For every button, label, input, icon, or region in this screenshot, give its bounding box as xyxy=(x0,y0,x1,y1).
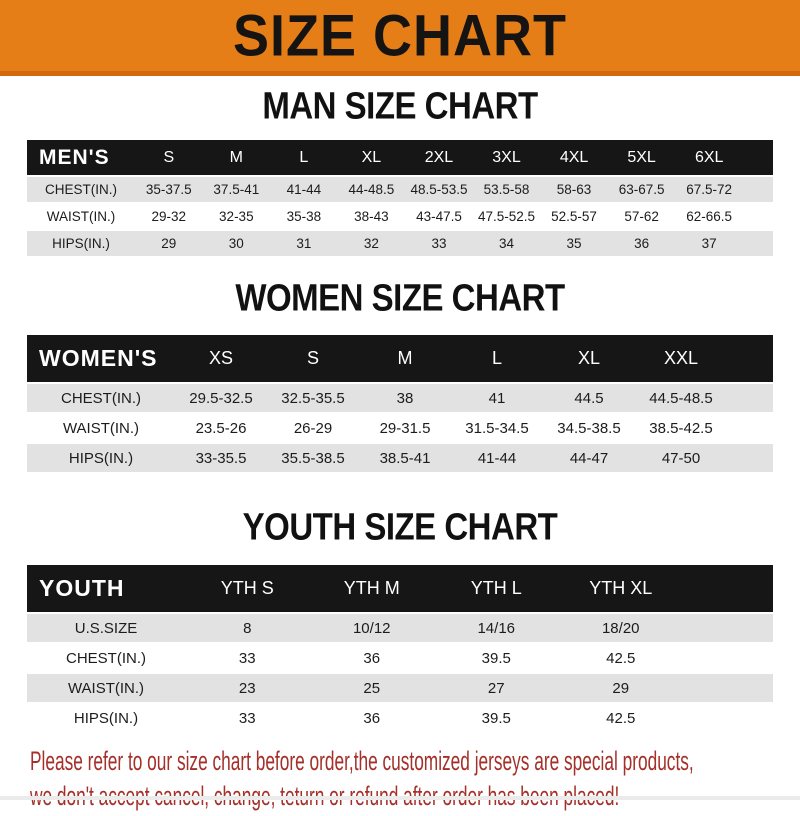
size-value-cell: 39.5 xyxy=(481,709,511,727)
youth-size-chart-heading-text: YOUTH SIZE CHART xyxy=(242,505,558,548)
size-value-cell: 41-44 xyxy=(477,449,517,467)
size-value-cell: 8 xyxy=(243,619,252,637)
size-value-cell: 37 xyxy=(701,236,717,251)
row-label: CHEST(IN.) xyxy=(66,649,146,667)
row-spacer-cell xyxy=(727,444,773,472)
youth-size-chart-section xyxy=(0,505,800,734)
table-header-row xyxy=(27,565,773,612)
row-label: CHEST(IN.) xyxy=(45,182,117,197)
size-value-cell: 38-43 xyxy=(354,209,389,224)
table-row xyxy=(27,414,773,442)
size-column-header: 2XL xyxy=(424,148,454,166)
size-value-cell: 32-35 xyxy=(219,209,254,224)
size-value-cell: 33 xyxy=(431,236,447,251)
size-value-cell: 34 xyxy=(498,236,515,251)
size-value-cell: 33 xyxy=(238,649,256,667)
row-spacer-cell xyxy=(727,414,773,442)
size-value-cell: 44.5 xyxy=(574,389,604,407)
women-size-table xyxy=(27,333,773,474)
size-column-header: XL xyxy=(577,348,601,368)
banner xyxy=(0,0,800,76)
size-value-cell: 29 xyxy=(612,679,630,697)
header-spacer-cell xyxy=(683,565,773,612)
size-value-cell: 37.5-41 xyxy=(213,182,260,197)
row-spacer-cell xyxy=(683,704,773,732)
table-row xyxy=(27,614,773,642)
table-header-row xyxy=(27,335,773,382)
table-row xyxy=(27,231,773,256)
size-value-cell: 26-29 xyxy=(293,419,333,437)
size-value-cell: 62-66.5 xyxy=(686,209,733,224)
size-value-cell: 42.5 xyxy=(606,649,636,667)
size-value-cell: 31.5-34.5 xyxy=(465,419,529,437)
size-column-header: XS xyxy=(208,348,233,368)
size-value-cell: 44.5-48.5 xyxy=(649,389,713,407)
row-label: HIPS(IN.) xyxy=(52,236,110,251)
size-value-cell: 39.5 xyxy=(481,649,511,667)
size-column-header: S xyxy=(163,148,175,166)
size-value-cell: 58-63 xyxy=(556,182,592,197)
size-value-cell: 57-62 xyxy=(624,209,659,224)
size-value-cell: 52.5-57 xyxy=(551,209,597,224)
size-value-cell: 18/20 xyxy=(601,619,640,637)
row-spacer-cell xyxy=(683,644,773,672)
size-value-cell: 48.5-53.5 xyxy=(410,182,468,197)
youth-size-table xyxy=(27,563,773,734)
size-column-header: 6XL xyxy=(694,148,724,166)
size-column-header: XXL xyxy=(663,348,699,368)
size-value-cell: 47-50 xyxy=(661,449,701,467)
size-value-cell: 29-32 xyxy=(151,209,187,224)
women-size-chart-heading-text: WOMEN SIZE CHART xyxy=(235,276,565,319)
size-value-cell: 34.5-38.5 xyxy=(557,419,621,437)
size-value-cell: 38.5-42.5 xyxy=(649,419,713,437)
size-column-header: M xyxy=(397,348,413,368)
table-row xyxy=(27,177,773,202)
size-column-header: YTH S xyxy=(220,578,274,598)
row-spacer-cell xyxy=(727,384,773,412)
size-value-cell: 29.5-32.5 xyxy=(189,389,253,407)
row-spacer-cell xyxy=(683,614,773,642)
size-value-cell: 33-35.5 xyxy=(195,449,247,467)
size-column-header: YTH L xyxy=(470,578,522,598)
size-value-cell: 36 xyxy=(363,709,381,727)
table-header-row xyxy=(27,140,773,175)
size-value-cell: 43-47.5 xyxy=(416,209,462,224)
banner-title: SIZE CHART xyxy=(233,3,567,68)
size-value-cell: 63-67.5 xyxy=(618,182,665,197)
table-row xyxy=(27,444,773,472)
row-label: CHEST(IN.) xyxy=(61,389,141,407)
man-size-chart-heading-text: MAN SIZE CHART xyxy=(262,84,538,127)
table-corner-label: MEN'S xyxy=(39,145,110,169)
youth-size-chart-heading xyxy=(0,505,800,550)
bottom-edge-strip xyxy=(0,796,800,800)
size-value-cell: 31 xyxy=(296,236,312,251)
size-column-header: M xyxy=(229,148,243,166)
size-value-cell: 38 xyxy=(396,389,414,407)
size-value-cell: 35-38 xyxy=(286,209,322,224)
row-label: WAIST(IN.) xyxy=(46,209,116,224)
size-value-cell: 32.5-35.5 xyxy=(281,389,345,407)
size-value-cell: 23 xyxy=(238,679,256,697)
disclaimer-line-1 xyxy=(30,746,800,781)
table-row xyxy=(27,704,773,732)
man-size-table xyxy=(27,138,773,258)
size-value-cell: 32 xyxy=(363,236,379,251)
size-value-cell: 14/16 xyxy=(477,619,516,637)
table-row xyxy=(27,674,773,702)
size-column-header: YTH M xyxy=(343,578,400,598)
row-label: WAIST(IN.) xyxy=(67,679,145,697)
size-value-cell: 38.5-41 xyxy=(379,449,431,467)
size-column-header: S xyxy=(306,348,319,368)
disclaimer-line-1-text: Please refer to our size chart before order,the customized jerseys are special products, xyxy=(30,746,694,776)
size-value-cell: 27 xyxy=(487,679,505,697)
size-value-cell: 41 xyxy=(488,389,506,407)
size-column-header: 5XL xyxy=(627,148,656,166)
size-column-header: 4XL xyxy=(559,148,589,166)
row-spacer-cell xyxy=(743,204,773,229)
size-value-cell: 42.5 xyxy=(606,709,636,727)
women-size-chart-heading xyxy=(0,276,800,321)
women-size-chart-section xyxy=(0,276,800,474)
row-spacer-cell xyxy=(743,177,773,202)
size-value-cell: 29 xyxy=(161,236,177,251)
table-corner-label: YOUTH xyxy=(39,575,125,601)
row-spacer-cell xyxy=(683,674,773,702)
row-label: HIPS(IN.) xyxy=(68,449,134,467)
size-column-header: L xyxy=(299,148,309,166)
size-column-header: 3XL xyxy=(492,148,521,166)
size-value-cell: 41-44 xyxy=(286,182,322,197)
table-row xyxy=(27,384,773,412)
size-value-cell: 33 xyxy=(238,709,256,727)
row-label: U.S.SIZE xyxy=(74,619,138,637)
size-value-cell: 23.5-26 xyxy=(195,419,247,437)
disclaimer xyxy=(0,746,800,816)
size-value-cell: 35-37.5 xyxy=(145,182,192,197)
row-label: WAIST(IN.) xyxy=(62,419,140,437)
man-size-chart-heading xyxy=(0,84,800,129)
size-value-cell: 36 xyxy=(363,649,381,667)
size-value-cell: 29-31.5 xyxy=(379,419,431,437)
size-value-cell: 35.5-38.5 xyxy=(281,449,345,467)
size-value-cell: 47.5-52.5 xyxy=(477,209,536,224)
size-value-cell: 35 xyxy=(566,236,582,251)
size-column-header: L xyxy=(491,348,502,368)
size-value-cell: 10/12 xyxy=(352,619,391,637)
size-value-cell: 25 xyxy=(363,679,381,697)
header-spacer-cell xyxy=(727,335,773,382)
size-column-header: XL xyxy=(361,148,382,166)
size-column-header: YTH XL xyxy=(589,578,653,598)
row-label: HIPS(IN.) xyxy=(73,709,139,727)
size-value-cell: 30 xyxy=(228,236,244,251)
table-row xyxy=(27,644,773,672)
table-row xyxy=(27,204,773,229)
size-value-cell: 44-48.5 xyxy=(348,182,395,197)
table-corner-label: WOMEN'S xyxy=(39,345,158,371)
row-spacer-cell xyxy=(743,231,773,256)
size-value-cell: 44-47 xyxy=(569,449,609,467)
size-value-cell: 53.5-58 xyxy=(483,182,530,197)
man-size-chart-section xyxy=(0,84,800,258)
size-value-cell: 36 xyxy=(634,236,650,251)
header-spacer-cell xyxy=(743,140,773,175)
size-value-cell: 67.5-72 xyxy=(686,182,733,197)
